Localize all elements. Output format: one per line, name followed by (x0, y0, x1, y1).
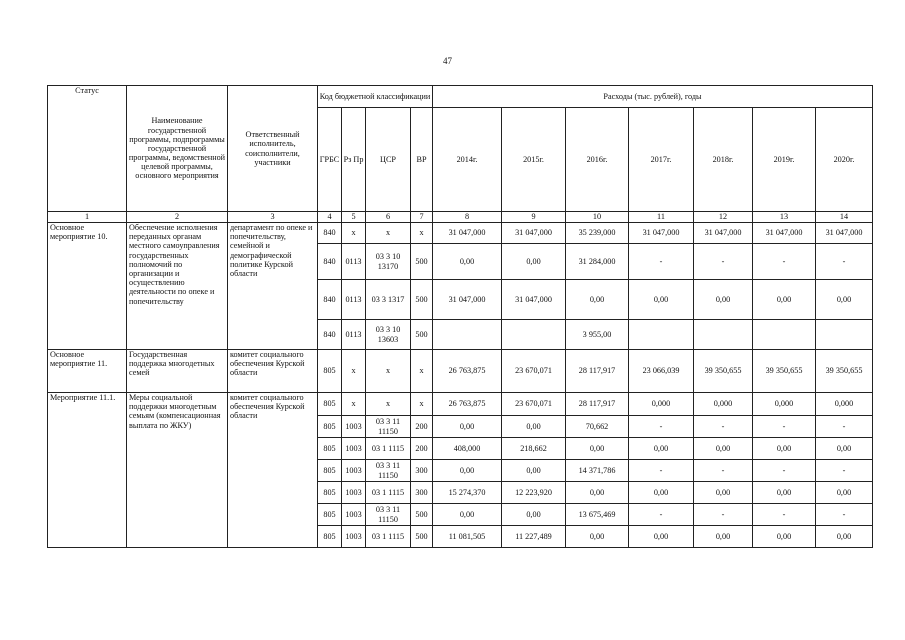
csr-cell: х (366, 223, 411, 244)
value-cell: 0,00 (753, 526, 816, 548)
value-cell: - (694, 504, 753, 526)
value-cell: 0,000 (816, 393, 873, 416)
rzpr-cell: 1003 (342, 438, 366, 460)
value-cell: - (694, 460, 753, 482)
column-number: 4 (318, 212, 342, 223)
header-year: 2015г. (502, 108, 566, 212)
csr-cell: 03 3 11 11150 (366, 416, 411, 438)
vr-cell: 500 (411, 526, 433, 548)
rzpr-cell: 1003 (342, 482, 366, 504)
value-cell: 12 223,920 (502, 482, 566, 504)
value-cell: 39 350,655 (694, 350, 753, 393)
value-cell: - (629, 416, 694, 438)
csr-cell: 03 3 10 13603 (366, 320, 411, 350)
value-cell: 31 047,000 (629, 223, 694, 244)
value-cell: 39 350,655 (753, 350, 816, 393)
header-year: 2019г. (753, 108, 816, 212)
value-cell: 31 047,000 (433, 223, 502, 244)
grbs-cell: 805 (318, 482, 342, 504)
rzpr-cell: х (342, 223, 366, 244)
value-cell: - (816, 416, 873, 438)
value-cell: 0,00 (694, 280, 753, 320)
value-cell: 14 371,786 (566, 460, 629, 482)
value-cell: 0,00 (566, 438, 629, 460)
csr-cell: 03 1 1115 (366, 482, 411, 504)
name-cell: Обеспечение исполнения переданных органам местного самоуправления государственных полномочий по организации и осуществлению деятельности по опеке и попечительству (127, 223, 228, 350)
rzpr-cell: 0113 (342, 280, 366, 320)
value-cell: 0,00 (694, 482, 753, 504)
rzpr-cell: х (342, 393, 366, 416)
value-cell: 31 047,000 (694, 223, 753, 244)
value-cell: 0,00 (816, 482, 873, 504)
csr-cell: 03 3 10 13170 (366, 244, 411, 280)
table-body (48, 86, 873, 548)
value-cell: 0,00 (629, 280, 694, 320)
value-cell: 28 117,917 (566, 393, 629, 416)
value-cell: 0,00 (629, 438, 694, 460)
value-cell: - (629, 460, 694, 482)
vr-cell: х (411, 393, 433, 416)
value-cell: 0,000 (629, 393, 694, 416)
table-row (48, 223, 873, 244)
status-cell: Мероприятие 11.1. (48, 393, 127, 548)
value-cell: - (753, 244, 816, 280)
header-vr: ВР (411, 108, 433, 212)
grbs-cell: 805 (318, 504, 342, 526)
value-cell: 15 274,370 (433, 482, 502, 504)
vr-cell: 300 (411, 460, 433, 482)
column-number: 1 (48, 212, 127, 223)
value-cell: 0,00 (502, 416, 566, 438)
grbs-cell: 805 (318, 393, 342, 416)
csr-cell: 03 3 1317 (366, 280, 411, 320)
value-cell: 0,00 (694, 438, 753, 460)
grbs-cell: 805 (318, 438, 342, 460)
column-number: 14 (816, 212, 873, 223)
header-year: 2018г. (694, 108, 753, 212)
grbs-cell: 840 (318, 244, 342, 280)
csr-cell: 03 3 11 11150 (366, 504, 411, 526)
column-number: 2 (127, 212, 228, 223)
value-cell (753, 320, 816, 350)
vr-cell: 200 (411, 438, 433, 460)
value-cell: - (629, 244, 694, 280)
header-year: 2020г. (816, 108, 873, 212)
executor-cell: комитет социального обеспечения Курской области (228, 393, 318, 548)
column-number: 9 (502, 212, 566, 223)
status-cell: Основное мероприятие 11. (48, 350, 127, 393)
header-rzpr: Рз Пр (342, 108, 366, 212)
value-cell: - (694, 244, 753, 280)
column-number: 7 (411, 212, 433, 223)
value-cell: 0,00 (816, 526, 873, 548)
rzpr-cell: 0113 (342, 320, 366, 350)
value-cell: - (753, 504, 816, 526)
value-cell: 31 047,000 (433, 280, 502, 320)
value-cell: 0,00 (566, 482, 629, 504)
value-cell: 31 047,000 (816, 223, 873, 244)
name-cell: Государственная поддержка многодетных семей (127, 350, 228, 393)
header-row-1 (48, 86, 873, 108)
vr-cell: 300 (411, 482, 433, 504)
value-cell: 26 763,875 (433, 350, 502, 393)
grbs-cell: 840 (318, 320, 342, 350)
value-cell: - (816, 504, 873, 526)
value-cell: 218,662 (502, 438, 566, 460)
value-cell: 31 047,000 (753, 223, 816, 244)
status-cell: Основное мероприятие 10. (48, 223, 127, 350)
budget-table (47, 85, 873, 548)
value-cell: 0,00 (694, 526, 753, 548)
rzpr-cell: 1003 (342, 526, 366, 548)
column-number: 12 (694, 212, 753, 223)
vr-cell: 500 (411, 244, 433, 280)
value-cell (433, 320, 502, 350)
vr-cell: 200 (411, 416, 433, 438)
value-cell: 31 284,000 (566, 244, 629, 280)
value-cell: - (629, 504, 694, 526)
csr-cell: 03 1 1115 (366, 438, 411, 460)
value-cell: 0,00 (566, 280, 629, 320)
rzpr-cell: х (342, 350, 366, 393)
value-cell: 39 350,655 (816, 350, 873, 393)
csr-cell: 03 1 1115 (366, 526, 411, 548)
header-year: 2016г. (566, 108, 629, 212)
header-executor: Ответственный исполнитель, соисполнители, участники (228, 86, 318, 212)
csr-cell: х (366, 350, 411, 393)
value-cell: 11 227,489 (502, 526, 566, 548)
header-status: Статус (48, 86, 127, 212)
value-cell: 0,00 (816, 280, 873, 320)
value-cell: - (694, 416, 753, 438)
value-cell: 31 047,000 (502, 280, 566, 320)
value-cell: 0,000 (753, 393, 816, 416)
value-cell: 0,00 (433, 244, 502, 280)
value-cell: 35 239,000 (566, 223, 629, 244)
vr-cell: х (411, 223, 433, 244)
table-row (48, 393, 873, 416)
value-cell (629, 320, 694, 350)
value-cell: 31 047,000 (502, 223, 566, 244)
grbs-cell: 840 (318, 280, 342, 320)
grbs-cell: 805 (318, 416, 342, 438)
header-name: Наименование государственной программы, подпрограммы государственной программы, ведомственной целевой программы, основного мероприятия (127, 86, 228, 212)
rzpr-cell: 1003 (342, 504, 366, 526)
value-cell: - (753, 416, 816, 438)
value-cell: 0,00 (816, 438, 873, 460)
table-row (48, 350, 873, 393)
rzpr-cell: 1003 (342, 416, 366, 438)
column-number: 6 (366, 212, 411, 223)
column-number: 3 (228, 212, 318, 223)
vr-cell: 500 (411, 280, 433, 320)
value-cell: 23 670,071 (502, 393, 566, 416)
value-cell: 0,00 (433, 460, 502, 482)
value-cell: 0,00 (502, 504, 566, 526)
value-cell: 0,00 (753, 482, 816, 504)
grbs-cell: 840 (318, 223, 342, 244)
header-year: 2017г. (629, 108, 694, 212)
header-budget-code: Код бюджетной классификации (318, 86, 433, 108)
value-cell: 23 670,071 (502, 350, 566, 393)
value-cell: - (753, 460, 816, 482)
rzpr-cell: 1003 (342, 460, 366, 482)
value-cell: - (816, 244, 873, 280)
column-number: 11 (629, 212, 694, 223)
column-number: 10 (566, 212, 629, 223)
column-number: 8 (433, 212, 502, 223)
csr-cell: х (366, 393, 411, 416)
header-csr: ЦСР (366, 108, 411, 212)
csr-cell: 03 3 11 11150 (366, 460, 411, 482)
value-cell: 0,00 (753, 280, 816, 320)
grbs-cell: 805 (318, 526, 342, 548)
grbs-cell: 805 (318, 460, 342, 482)
value-cell: 0,00 (433, 504, 502, 526)
value-cell: 0,00 (502, 460, 566, 482)
vr-cell: 500 (411, 504, 433, 526)
value-cell: 11 081,505 (433, 526, 502, 548)
value-cell: - (816, 460, 873, 482)
value-cell: 0,00 (566, 526, 629, 548)
value-cell: 3 955,00 (566, 320, 629, 350)
value-cell: 408,000 (433, 438, 502, 460)
column-number: 13 (753, 212, 816, 223)
value-cell: 0,00 (629, 482, 694, 504)
value-cell: 0,00 (502, 244, 566, 280)
value-cell (816, 320, 873, 350)
value-cell: 70,662 (566, 416, 629, 438)
executor-cell: департамент по опеке и попечительству, семейной и демографической политике Курской области (228, 223, 318, 350)
value-cell: 0,000 (694, 393, 753, 416)
page-number: 47 (443, 56, 452, 66)
value-cell: 28 117,917 (566, 350, 629, 393)
header-year: 2014г. (433, 108, 502, 212)
value-cell: 26 763,875 (433, 393, 502, 416)
vr-cell: х (411, 350, 433, 393)
value-cell (502, 320, 566, 350)
value-cell (694, 320, 753, 350)
grbs-cell: 805 (318, 350, 342, 393)
column-number: 5 (342, 212, 366, 223)
value-cell: 0,00 (629, 526, 694, 548)
value-cell: 23 066,039 (629, 350, 694, 393)
header-expenses: Расходы (тыс. рублей), годы (433, 86, 873, 108)
column-number-row (48, 212, 873, 223)
name-cell: Меры социальной поддержки многодетным семьям (компенсационная выплата по ЖКУ) (127, 393, 228, 548)
rzpr-cell: 0113 (342, 244, 366, 280)
executor-cell: комитет социального обеспечения Курской области (228, 350, 318, 393)
header-grbs: ГРБС (318, 108, 342, 212)
value-cell: 0,00 (753, 438, 816, 460)
value-cell: 0,00 (433, 416, 502, 438)
vr-cell: 500 (411, 320, 433, 350)
value-cell: 13 675,469 (566, 504, 629, 526)
